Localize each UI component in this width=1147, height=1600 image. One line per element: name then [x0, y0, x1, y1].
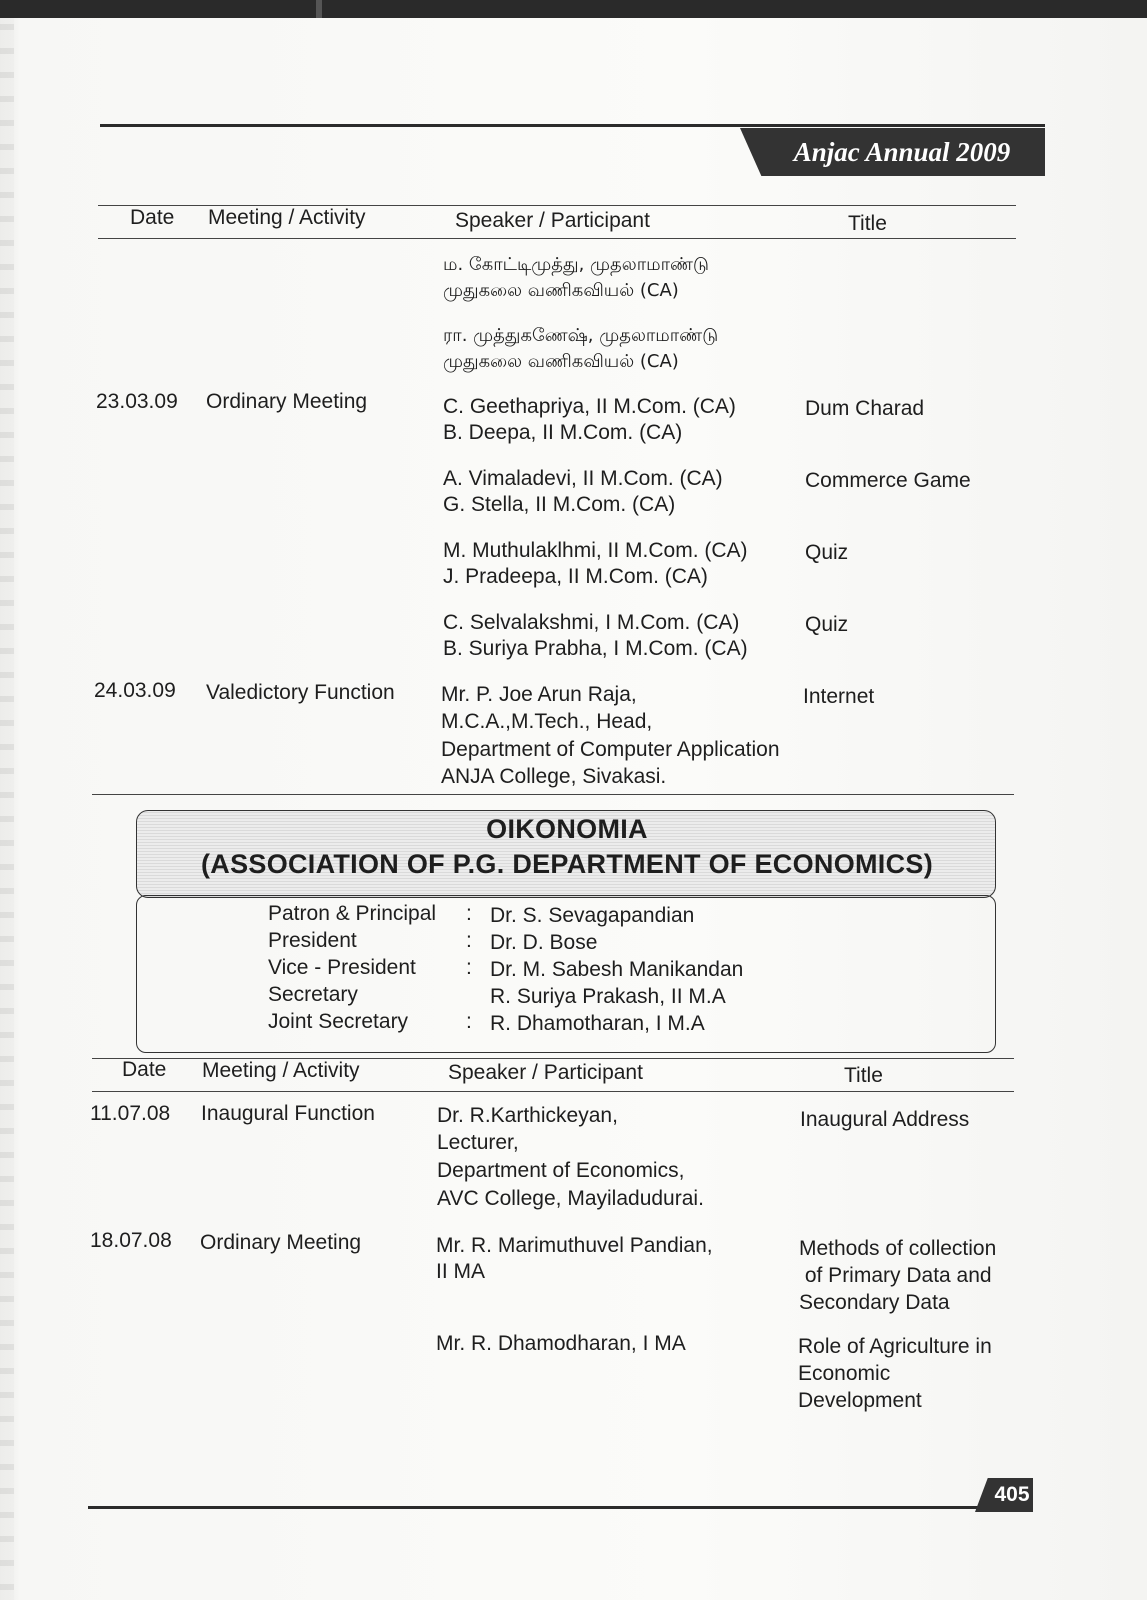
association-subtitle: (ASSOCIATION OF P.G. DEPARTMENT OF ECONOMICS) [200, 849, 934, 879]
table1-row1-title: Dum Charad [805, 397, 925, 420]
table2-row1-speaker-4: AVC College, Mayiladudurai. [437, 1187, 704, 1210]
officer-3-name: Dr. M. Sabesh Manikandan [490, 958, 744, 981]
table2-col-title: Title [844, 1064, 883, 1087]
officer-1-role: Patron & Principal [268, 902, 437, 925]
table2-row2-date: 18.07.08 [90, 1229, 172, 1252]
table1-row3-speaker-1: M. Muthulaklhmi, II M.Com. (CA) [443, 539, 748, 562]
table2-row3-title-1: Role of Agriculture in [798, 1335, 992, 1358]
table2-row2-title-3: Secondary Data [799, 1291, 950, 1314]
table2-col-speaker: Speaker / Participant [448, 1061, 643, 1084]
header-rule [100, 124, 1045, 127]
table1-col-speaker: Speaker / Participant [455, 209, 650, 232]
table2-row2-title-1: Methods of collection [799, 1237, 997, 1260]
binding-shadow [0, 0, 14, 1600]
table1-row5-date: 24.03.09 [94, 679, 176, 702]
table1-row1-speaker-1: C. Geethapriya, II M.Com. (CA) [443, 395, 736, 418]
officer-2-name: Dr. D. Bose [490, 931, 598, 954]
table2-row2-activity: Ordinary Meeting [200, 1231, 362, 1254]
table2-row2-speaker-2: II MA [436, 1260, 486, 1283]
officer-3-sep: : [466, 956, 472, 979]
officer-5-name: R. Dhamotharan, I M.A [490, 1012, 705, 1035]
table1-row1-activity: Ordinary Meeting [206, 390, 368, 413]
table1-row3-title: Quiz [805, 541, 849, 564]
officer-3-role: Vice - President [268, 956, 416, 979]
table2-row2-speaker-1: Mr. R. Marimuthuvel Pandian, [436, 1234, 713, 1257]
page-number: 405 [994, 1483, 1030, 1506]
table2-row3-title-3: Development [798, 1389, 922, 1412]
table1-row4-title: Quiz [805, 613, 849, 636]
table1-col-activity: Meeting / Activity [208, 206, 366, 229]
table2-row3-title-2: Economic [798, 1362, 891, 1385]
table2-row1-title-1: Inaugural Address [800, 1108, 970, 1131]
table2-row1-activity: Inaugural Function [201, 1102, 375, 1125]
table1-row1-speaker-2: B. Deepa, II M.Com. (CA) [443, 421, 683, 444]
table2-row1-speaker-1: Dr. R.Karthickeyan, [437, 1104, 618, 1127]
table2-col-date: Date [122, 1058, 167, 1081]
table1-row5-title: Internet [803, 685, 875, 708]
table1-row4-speaker-1: C. Selvalakshmi, I M.Com. (CA) [443, 611, 740, 634]
table2-row2-title-2: of Primary Data and [799, 1264, 992, 1287]
table2-col-activity: Meeting / Activity [202, 1059, 360, 1082]
tamil-entry-2-line2: முதுகலை வணிகவியல் (CA) [443, 351, 679, 372]
officer-4-name: R. Suriya Prakash, II M.A [490, 985, 726, 1008]
table1-head-rule [98, 238, 1016, 239]
table1-col-title: Title [848, 212, 887, 235]
officer-5-sep: : [466, 1010, 472, 1033]
table1-row5-speaker-2: M.C.A.,M.Tech., Head, [441, 710, 653, 733]
table1-row5-speaker-4: ANJA College, Sivakasi. [441, 765, 667, 788]
table1-row2-speaker-2: G. Stella, II M.Com. (CA) [443, 493, 676, 516]
table1-row5-speaker-1: Mr. P. Joe Arun Raja, [441, 683, 637, 706]
table2-row1-speaker-3: Department of Economics, [437, 1159, 685, 1182]
tamil-entry-2-line1: ரா. முத்துகணேஷ், முதலாமாண்டு [443, 325, 719, 346]
officer-4-role: Secretary [268, 983, 358, 1006]
table2-row1-date: 11.07.08 [90, 1102, 171, 1125]
table1-row2-speaker-1: A. Vimaladevi, II M.Com. (CA) [443, 467, 723, 490]
tamil-entry-1-line2: முதுகலை வணிகவியல் (CA) [443, 280, 679, 301]
officer-5-role: Joint Secretary [268, 1010, 409, 1033]
officer-1-sep: : [466, 902, 472, 925]
table1-row3-speaker-2: J. Pradeepa, II M.Com. (CA) [443, 565, 708, 588]
header-title: Anjac Annual 2009 [793, 137, 1011, 167]
table1-row5-activity: Valedictory Function [206, 681, 395, 704]
table1-row2-title: Commerce Game [805, 469, 971, 492]
table2-row1-speaker-2: Lecturer, [437, 1131, 519, 1154]
tamil-entry-1-line1: ம. கோட்டிமுத்து, முதலாமாண்டு [443, 254, 709, 275]
table1-row4-speaker-2: B. Suriya Prabha, I M.Com. (CA) [443, 637, 748, 660]
table2-head-rule [92, 1091, 1014, 1092]
officer-2-role: President [268, 929, 357, 952]
officer-1-name: Dr. S. Sevagapandian [490, 904, 695, 927]
association-name: OIKONOMIA [486, 814, 648, 844]
table2-row3-speaker-1: Mr. R. Dhamodharan, I MA [436, 1332, 686, 1355]
table1-col-date: Date [130, 206, 175, 229]
footer-rule [88, 1506, 1033, 1509]
table1-bottom-rule [92, 794, 1014, 795]
table1-row5-speaker-3: Department of Computer Application [441, 738, 780, 761]
top-strip [0, 0, 1147, 18]
table1-row1-date: 23.03.09 [96, 390, 178, 413]
officer-2-sep: : [466, 929, 472, 952]
